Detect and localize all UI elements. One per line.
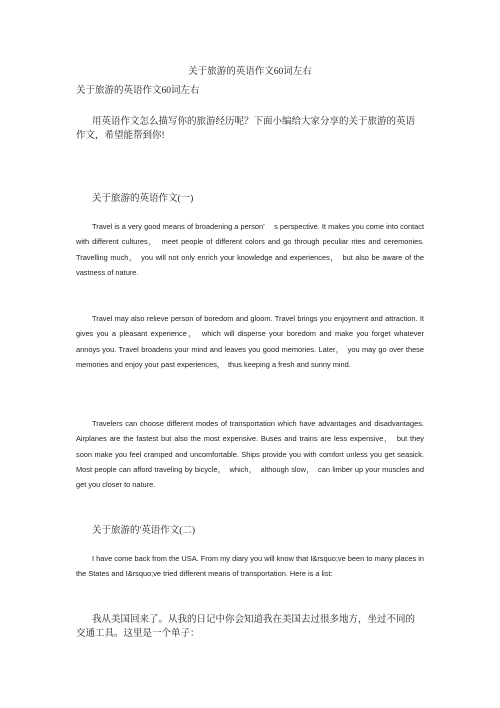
document-title: 关于旅游的英语作文60词左右 <box>188 67 312 77</box>
intro-paragraph: 用英语作文怎么描写你的旅游经历呢？下面小编给大家分享的关于旅游的英语作文，希望能帮到你! <box>76 117 416 141</box>
paragraph-transportation-modes: Travelers can choose different modes of transportation which have advantages and disadvantages. Airplanes are the fastest but also the most expensive. Buses and trains are less expensive， but they soon make you feel cramped and uncomfortable. Ships provide you with comfort unless you get seasick. Most people can afford traveling by bicycle， which， although slow， can limber up your muscles and get you closer to nature. <box>76 419 424 490</box>
paragraph-travel-perspective: Travel is a very good means of broadening a person’ s perspective. It makes you come into contact with different cultures， meet people of different colors and go through peculiar rites and ceremonies. Travelling much， you will not only enrich your knowledge and experiences， but also be aware of the vastness of nature. <box>76 222 424 277</box>
document-subtitle: 关于旅游的英语作文60词左右 <box>76 86 200 96</box>
section-heading-2: 关于旅游的'英语作文(二) <box>92 526 196 536</box>
paragraph-usa-diary-en: I have come back from the USA. From my diary you will know that I&rsquo;ve been to many places in the States and I&rsquo;ve tried different means of transportation. Here is a list: <box>76 554 424 579</box>
paragraph-usa-diary-cn: 我从美国回来了。从我的日记中你会知道我在美国去过很多地方，坐过不同的交通工具。这里是一个单子： <box>76 615 416 639</box>
paragraph-travel-relieves-boredom: Travel may also relieve person of boredom and gloom. Travel brings you enjoyment and attraction. It gives you a pleasant experience， which will disperse your boredom and make you forget whatever annoys you. Travel broadens your mind and leaves you good memories. Later， you may go over these memories and enjoy your past experiences， thus keeping a fresh and sunny mind. <box>76 314 424 369</box>
section-heading-1: 关于旅游的英语作文(一) <box>92 194 194 204</box>
